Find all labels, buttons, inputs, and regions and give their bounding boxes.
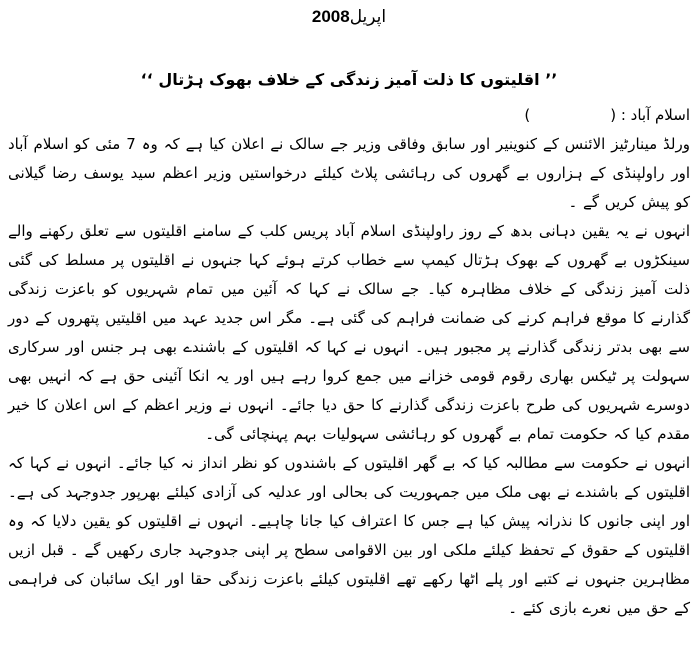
dateline-close: )	[524, 106, 531, 124]
paragraph-3: انہوں نے حکومت سے مطالبہ کیا کہ بے گھر اقلیتوں کے باشندوں کو نظر انداز نہ کیا جائے۔ انہوں نے کہا کہ اقلیتوں کے باشندے نے بھی ملک میں جمہوریت کی بحالی اور عدلیہ کی آزادی کیلئے بھرپور جدوجہد کی ہے۔ اور اپنی جانوں کا نذرانہ پیش کیا ہے جس کا اعتراف کیا جانا چاہیے۔ انہوں نے اقلیتوں کو یقین دلایا کہ وہ اقلیتوں کے حقوق کے تحفظ کیلئے ملکی اور بین الاقوامی سطح پر اپنی جدوجہد جاری رکھیں گے ۔ قبل ازیں مظاہرین جنہوں نے کتبے اور پلے اٹھا رکھے تھے اقلیتوں کیلئے باعزت زندگی حقا اور ایک سائبان کی فراہمی کے حق میں نعرے بازی کئے ۔	[8, 454, 690, 617]
page-title: ’’ اقلیتوں کا ذلت آمیز زندگی کے خلاف بھوک ہڑتال ‘‘	[140, 70, 558, 89]
document-date	[8, 6, 690, 28]
paragraph-2: انہوں نے یہ یقین دہانی بدھ کے روز راولپنڈی اسلام آباد پریس کلب کے سامنے اقلیتوں سے تعلق رکھنے والے سینکڑوں بے گھروں کے بھوک ہڑتال کیمپ سے خطاب کرتے ہوئے کہا جنہوں نے اقلیتوں پر مسلط کی گئی ذلت آمیز زندگی کے خلاف مظاہرہ کیا۔ جے سالک نے کہا کہ آئین میں تمام شہریوں کو باعزت زندگی گذارنے کا موقع فراہم کرنے کی ضمانت فراہم کی گئی ہے۔ مگر اس جدید عہد میں اقلیتیں پتھروں کے دور سے بھی بدتر زندگی گذارنے پر مجبور ہیں۔ انہوں نے کہا کہ اقلیتوں کے باشندے بھی ہر جنس اور سرکاری سہولت پر ٹیکس بھاری رقوم قومی خزانے میں جمع کروا رہے ہیں اور یہ انکا آئینی حق ہے کہ انہیں بھی دوسرے شہریوں کی طرح باعزت زندگی گذارنے کا حق دیا جائے۔ انہوں نے وزیر اعظم کے اس اعلان کا خیر مقدم کیا کہ حکومت تمام بے گھروں کو رہائشی سہولیات بہم پہنچائی گی۔	[8, 222, 690, 443]
paragraph-1: ورلڈ مینارٹیز الائنس کے کنوینیر اور سابق وفاقی وزیر جے سالک نے اعلان کیا ہے کہ وہ 7 مئی کو اسلام آباد اور راولپنڈی کے ہزاروں بے گھروں کی رہائشی پلاٹ کیلئے درخواستیں وزیر اعظم سید یوسف رضا گیلانی کو پیش کریں گے ۔	[8, 135, 690, 211]
dateline-city: اسلام آباد : (	[610, 106, 690, 124]
dateline	[8, 104, 690, 126]
date-month: اپریل	[349, 7, 387, 27]
date-year: 2008	[311, 7, 350, 26]
